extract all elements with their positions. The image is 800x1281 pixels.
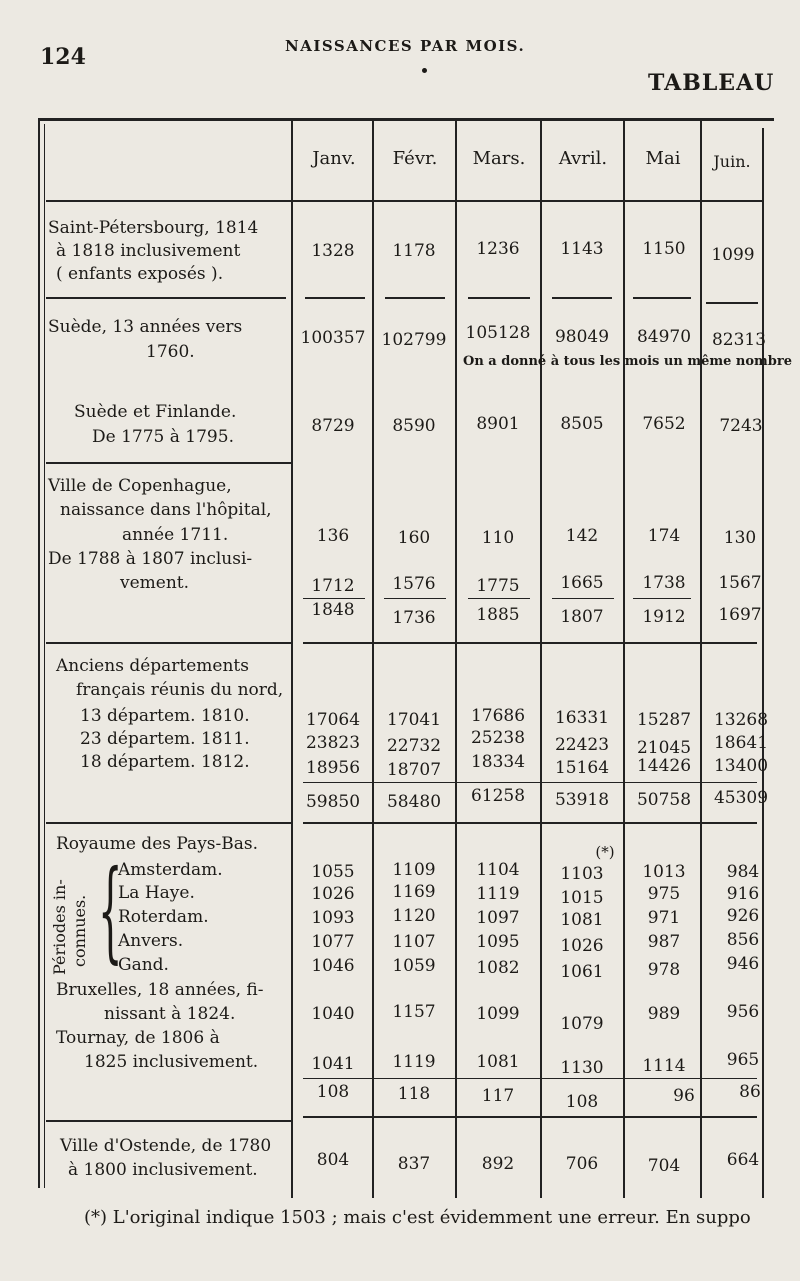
sum-rule: [633, 598, 691, 599]
cell-copenhague-1788-janv: 1712: [311, 576, 355, 596]
cell-anciens-total-juin: 45309: [713, 788, 769, 808]
cell-tournay-mai: 1114: [642, 1056, 686, 1076]
row-label-stpetersbourg-3: ( enfants exposés ).: [56, 264, 224, 284]
cell-stpetersbourg-fevr: 1178: [392, 241, 436, 261]
row-label-la-haye: La Haye.: [118, 883, 195, 903]
cell-suede-mai: 84970: [636, 327, 692, 347]
row-rule: [552, 297, 612, 299]
col-rule-3: [455, 121, 457, 1198]
cell-amsterdam-juin: 984: [726, 862, 760, 882]
cell-roterdam-juin: 926: [726, 906, 760, 926]
cell-gand-juin: 946: [726, 954, 760, 974]
cell-anvers-mai: 987: [647, 932, 681, 952]
row-rule: [385, 297, 445, 299]
cell-ostende-janv: 804: [316, 1150, 350, 1170]
row-rule: [303, 642, 757, 644]
cell-anciens-total-janv: 59850: [305, 792, 361, 812]
row-label-gand: Gand.: [118, 955, 169, 975]
row-label-copenhague-1: Ville de Copenhague,: [48, 476, 232, 496]
col-rule-5: [623, 121, 625, 1198]
row-label-suede-2: 1760.: [146, 342, 195, 362]
cell-roterdam-janv: 1093: [311, 908, 355, 928]
row-label-stpetersbourg-1: Saint-Pétersbourg, 1814: [48, 218, 259, 238]
sum-rule: [303, 1078, 757, 1079]
cell-amsterdam-mars: 1104: [476, 860, 520, 880]
cell-anciens-total-mars: 61258: [470, 786, 526, 806]
footnote: (*) L'original indique 1503 ; mais c'est évidemment une erreur. En suppo: [84, 1207, 751, 1228]
cell-anciens-total-fevr: 58480: [386, 792, 442, 812]
cell-suede-finlande-fevr: 8590: [392, 416, 436, 436]
row-label-amsterdam: Amsterdam.: [118, 860, 223, 880]
col-rule-7: [762, 128, 764, 1198]
cell-stpetersbourg-janv: 1328: [311, 241, 355, 261]
cell-anciens-1810-mars: 17686: [470, 706, 526, 726]
row-label-pays-bas: Royaume des Pays-Bas.: [56, 834, 259, 854]
row-label-ostende-1: Ville d'Ostende, de 1780: [60, 1136, 272, 1156]
cell-anvers-fevr: 1107: [392, 932, 436, 952]
cell-ostende-mars: 892: [481, 1154, 515, 1174]
cell-ostende-mai: 704: [647, 1156, 681, 1176]
cell-roterdam-mai: 971: [647, 908, 681, 928]
periodes-label-line-2: connues.: [70, 894, 89, 967]
row-label-anciens-1: Anciens départements: [56, 656, 249, 676]
cell-copenhague-1711-juin: 130: [723, 528, 757, 548]
cell-roterdam-avril: 1081: [560, 910, 604, 930]
col-rule-4: [540, 121, 542, 1198]
cell-copenhague-1788b-janv: 1848: [311, 600, 355, 620]
cell-la-haye-fevr: 1169: [392, 882, 436, 902]
cell-ostende-juin: 664: [726, 1150, 760, 1170]
row-label-anciens-1811: 23 départem. 1811.: [80, 729, 250, 749]
cell-ostende-fevr: 837: [397, 1154, 431, 1174]
cell-roterdam-fevr: 1120: [392, 906, 436, 926]
cell-copenhague-1711-mai: 174: [647, 526, 681, 546]
row-label-suede-1: Suède, 13 années vers: [48, 317, 243, 337]
row-label-anvers: Anvers.: [118, 931, 184, 951]
cell-anciens-total-mai: 50758: [636, 790, 692, 810]
row-rule: [46, 822, 292, 824]
cell-tournay-avril: 1130: [560, 1058, 604, 1078]
cell-anciens-1812-janv: 18956: [305, 758, 361, 778]
cell-tournay-janv: 1041: [311, 1054, 355, 1074]
row-label-copenhague-1788-1: De 1788 à 1807 inclusi-: [48, 549, 253, 569]
row-label-tournay-1: Tournay, de 1806 à: [56, 1028, 220, 1048]
cell-copenhague-1711-avril: 142: [565, 526, 599, 546]
month-header-2: Févr.: [392, 148, 438, 169]
running-title: NAISSANCES PAR MOIS.: [285, 37, 526, 55]
cell-anciens-1812-mai: 14426: [636, 756, 692, 776]
cell-anciens-total-avril: 53918: [554, 790, 610, 810]
cell-copenhague-1711-mars: 110: [481, 528, 515, 548]
month-header-5: Mai: [645, 148, 681, 169]
row-label-roterdam: Roterdam.: [118, 907, 209, 927]
sum-rule: [384, 598, 446, 599]
cell-stpetersbourg-avril: 1143: [560, 239, 604, 259]
cell-suede-fevr: 102799: [381, 330, 447, 350]
cell-copenhague-1711-janv: 136: [316, 526, 350, 546]
row-label-ostende-2: à 1800 inclusivement.: [68, 1160, 258, 1180]
row-label-suede-finlande-2: De 1775 à 1795.: [92, 427, 234, 447]
cell-bruxelles-avril: 1079: [560, 1014, 604, 1034]
cell-tournay-diff-fevr: 118: [397, 1084, 431, 1104]
cell-anciens-1810-mai: 15287: [636, 710, 692, 730]
row-label-copenhague-1788-2: vement.: [120, 573, 190, 593]
cell-tournay-juin: 965: [726, 1050, 760, 1070]
row-rule: [46, 642, 292, 644]
cell-anciens-1812-mars: 18334: [470, 752, 526, 772]
cell-bruxelles-mai: 989: [647, 1004, 681, 1024]
cell-suede-mars: 105128: [465, 323, 531, 343]
cell-anciens-1810-janv: 17064: [305, 710, 361, 730]
cell-la-haye-mars: 1119: [476, 884, 520, 904]
row-label-anciens-2: français réunis du nord,: [76, 680, 284, 700]
cell-stpetersbourg-mai: 1150: [642, 239, 686, 259]
row-label-copenhague-2: naissance dans l'hôpital,: [60, 500, 272, 520]
cell-amsterdam-fevr: 1109: [392, 860, 436, 880]
cell-suede-finlande-janv: 8729: [311, 416, 355, 436]
row-rule: [305, 297, 365, 299]
cell-anvers-janv: 1077: [311, 932, 355, 952]
cell-anciens-1810-juin: 13268: [713, 710, 769, 730]
col-rule-1: [291, 121, 293, 1198]
cell-anciens-1811-mars: 25238: [470, 728, 526, 748]
table-title: TABLEAU: [648, 70, 775, 96]
cell-copenhague-1788b-mai: 1912: [642, 607, 686, 627]
header-rule: [46, 200, 762, 202]
row-rule: [303, 822, 757, 824]
cell-copenhague-1788-mars: 1775: [476, 576, 520, 596]
cell-anciens-1810-avril: 16331: [554, 708, 610, 728]
cell-copenhague-1788b-avril: 1807: [560, 607, 604, 627]
cell-bruxelles-juin: 956: [726, 1002, 760, 1022]
cell-suede-finlande-juin: 7243: [719, 416, 763, 436]
month-header-6: Juin.: [713, 152, 751, 171]
row-label-bruxelles-2: nissant à 1824.: [104, 1004, 236, 1024]
cell-amsterdam-janv: 1055: [311, 862, 355, 882]
cell-la-haye-mai: 975: [647, 884, 681, 904]
ornament-dot: [422, 68, 427, 73]
cell-anciens-1811-fevr: 22732: [386, 736, 442, 756]
cell-copenhague-1711-fevr: 160: [397, 528, 431, 548]
table-left-inner-border: [44, 124, 45, 1188]
cell-anciens-1812-fevr: 18707: [386, 760, 442, 780]
cell-tournay-diff-mai: 96: [673, 1086, 695, 1106]
periodes-label: [50, 879, 90, 975]
cell-anvers-juin: 856: [726, 930, 760, 950]
cell-bruxelles-mars: 1099: [476, 1004, 520, 1024]
row-rule: [303, 1116, 757, 1118]
cell-anvers-mars: 1095: [476, 932, 520, 952]
cell-anvers-avril: 1026: [560, 936, 604, 956]
col-rule-2: [372, 121, 374, 1198]
cell-tournay-fevr: 1119: [392, 1052, 436, 1072]
cell-anciens-1812-avril: 15164: [554, 758, 610, 778]
cell-tournay-diff-avril: 108: [565, 1092, 599, 1112]
table-left-border: [38, 118, 40, 1188]
cell-anciens-1811-avril: 22423: [554, 735, 610, 755]
cell-copenhague-1788-juin: 1567: [718, 573, 762, 593]
cell-suede-avril: 98049: [554, 327, 610, 347]
cell-suede-finlande-mai: 7652: [642, 414, 686, 434]
cell-copenhague-1788b-fevr: 1736: [392, 608, 436, 628]
cell-ostende-avril: 706: [565, 1154, 599, 1174]
row-label-anciens-1812: 18 départem. 1812.: [80, 752, 250, 772]
row-rule: [46, 297, 286, 299]
periodes-label-line-1: Périodes in-: [50, 879, 69, 975]
pays-bas-asterisk: (*): [595, 843, 615, 861]
row-label-anciens-1810: 13 départem. 1810.: [80, 706, 250, 726]
cell-bruxelles-janv: 1040: [311, 1004, 355, 1024]
month-header-1: Janv.: [312, 148, 356, 169]
sum-rule: [552, 598, 614, 599]
cell-tournay-mars: 1081: [476, 1052, 520, 1072]
cell-bruxelles-fevr: 1157: [392, 1002, 436, 1022]
cell-copenhague-1788b-juin: 1697: [718, 605, 762, 625]
sum-rule: [303, 782, 757, 783]
cell-stpetersbourg-juin: 1099: [711, 245, 755, 265]
cell-gand-mars: 1082: [476, 958, 520, 978]
cell-copenhague-1788b-mars: 1885: [476, 605, 520, 625]
row-rule: [468, 297, 530, 299]
cell-copenhague-1788-avril: 1665: [560, 573, 604, 593]
row-rule: [46, 462, 292, 464]
cell-gand-avril: 1061: [560, 962, 604, 982]
cell-amsterdam-avril: 1103: [560, 864, 604, 884]
cell-gand-mai: 978: [647, 960, 681, 980]
month-header-4: Avril.: [558, 148, 608, 169]
cell-la-haye-janv: 1026: [311, 884, 355, 904]
cell-tournay-diff-juin: 86: [739, 1082, 761, 1102]
cell-suede-finlande-avril: 8505: [560, 414, 604, 434]
cell-la-haye-juin: 916: [726, 884, 760, 904]
cell-copenhague-1788-fevr: 1576: [392, 574, 436, 594]
cell-suede-janv: 100357: [300, 328, 366, 348]
brace-icon: {: [98, 846, 123, 974]
cell-anciens-1811-mai: 21045: [636, 738, 692, 758]
sum-rule: [303, 598, 365, 599]
cell-copenhague-1788-mai: 1738: [642, 573, 686, 593]
cell-anciens-1811-janv: 23823: [305, 733, 361, 753]
row-label-stpetersbourg-2: à 1818 inclusivement: [56, 241, 241, 261]
cell-la-haye-avril: 1015: [560, 888, 604, 908]
cell-anciens-1812-juin: 13400: [713, 756, 769, 776]
row-label-bruxelles-1: Bruxelles, 18 années, fi-: [56, 980, 264, 1000]
row-label-tournay-2: 1825 inclusivement.: [84, 1052, 259, 1072]
col-rule-6: [700, 121, 702, 1198]
cell-roterdam-mars: 1097: [476, 908, 520, 928]
cell-stpetersbourg-mars: 1236: [476, 239, 520, 259]
row-label-suede-finlande-1: Suède et Finlande.: [74, 402, 237, 422]
cell-tournay-diff-janv: 108: [316, 1082, 350, 1102]
cell-amsterdam-mai: 1013: [642, 862, 686, 882]
table-top-rule: [38, 118, 774, 121]
suede-note: On a donné à tous les mois un même nombre: [463, 354, 792, 369]
cell-anciens-1811-juin: 18641: [713, 733, 769, 753]
cell-suede-finlande-mars: 8901: [476, 414, 520, 434]
cell-gand-janv: 1046: [311, 956, 355, 976]
sum-rule: [468, 598, 530, 599]
cell-anciens-1810-fevr: 17041: [386, 710, 442, 730]
row-rule: [46, 1120, 292, 1122]
row-label-copenhague-3: année 1711.: [122, 525, 229, 545]
cell-suede-juin: 82313: [711, 330, 767, 350]
page-number: 124: [40, 44, 86, 70]
row-rule: [706, 302, 758, 304]
cell-tournay-diff-mars: 117: [481, 1086, 515, 1106]
row-rule: [633, 297, 691, 299]
month-header-3: Mars.: [472, 148, 526, 169]
cell-gand-fevr: 1059: [392, 956, 436, 976]
